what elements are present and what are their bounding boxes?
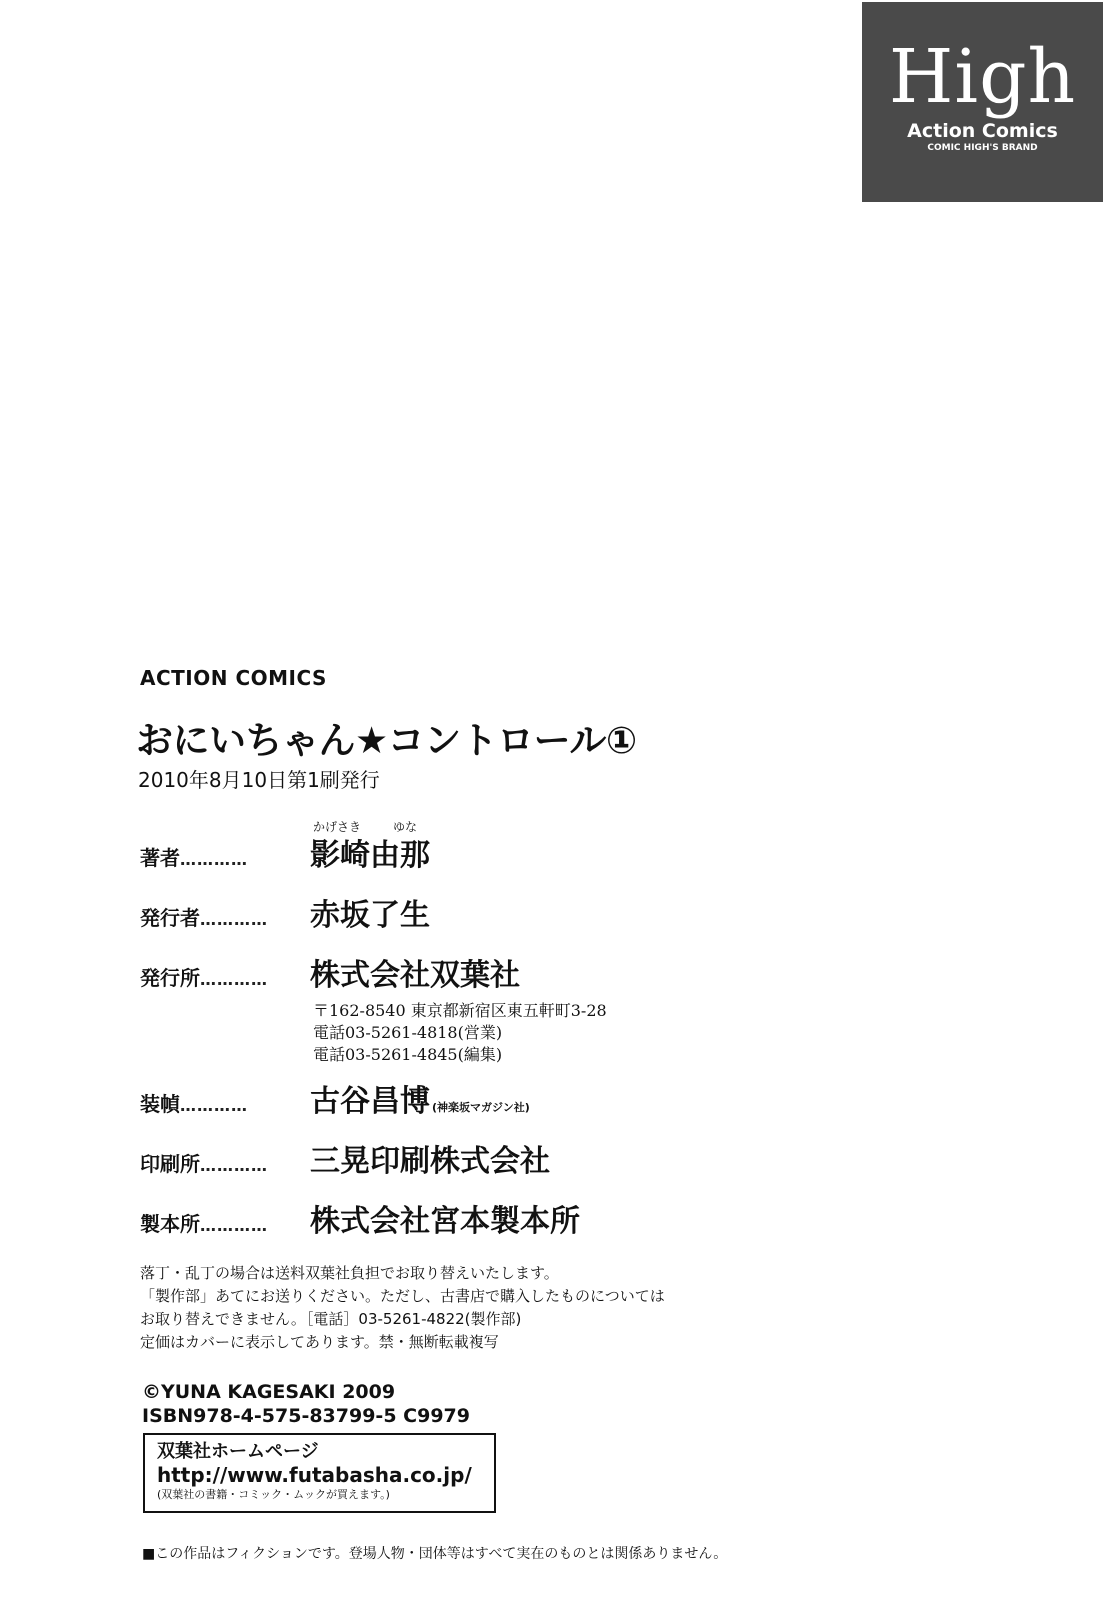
- address-line: 〒162-8540 東京都新宿区東五軒町3-28: [313, 1001, 607, 1020]
- credit-note: (神楽坂マガジン社): [432, 1101, 530, 1114]
- homepage-title: 双葉社ホームページ: [157, 1441, 319, 1462]
- credit-value: 赤坂了生: [310, 898, 430, 933]
- note-line: 落丁・乱丁の場合は送料双葉社負担でお取り替えいたします。: [140, 1264, 559, 1282]
- leader-dots: …………: [200, 1156, 268, 1175]
- leader-dots: …………: [200, 970, 268, 989]
- note-line: 「製作部」あてにお送りください。ただし、古書店で購入したものについては: [140, 1287, 665, 1305]
- credit-label: 発行所: [140, 966, 200, 990]
- credit-binder: [140, 1196, 580, 1240]
- credit-publisher-label-wrap: [140, 962, 310, 991]
- note-line: 定価はカバーに表示してあります。禁・無断転載複写: [140, 1333, 499, 1351]
- note-line: お取り替えできません。［電話］03-5261-4822(製作部): [140, 1310, 522, 1328]
- logo-tagline: COMIC HIGH'S BRAND: [927, 143, 1038, 153]
- credit-value: 三晃印刷株式会社: [310, 1144, 550, 1179]
- credit-value: 古谷昌博: [310, 1084, 430, 1119]
- credit-author: [140, 830, 430, 874]
- ruby-surname: かげさき: [313, 820, 362, 834]
- credit-binder-label-wrap: [140, 1208, 310, 1237]
- phone-sales: 電話03-5261-4818(営業): [313, 1023, 503, 1042]
- phone-editorial: 電話03-5261-4845(編集): [313, 1045, 503, 1064]
- homepage-box: [143, 1433, 496, 1513]
- book-title: おにいちゃん★コントロール①: [136, 719, 637, 762]
- series-label: ACTION COMICS: [140, 666, 327, 690]
- credit-publisher-person-label-wrap: [140, 902, 310, 931]
- logo-subtitle: Action Comics: [907, 120, 1058, 142]
- leader-dots: …………: [180, 1096, 248, 1115]
- leader-dots: …………: [200, 910, 268, 929]
- credit-label: 製本所: [140, 1212, 200, 1236]
- leader-dots: …………: [200, 1216, 268, 1235]
- homepage-url: http://www.futabasha.co.jp/: [157, 1463, 472, 1487]
- isbn-line: ISBN978-4-575-83799-5 C9979: [142, 1405, 470, 1427]
- homepage-note: (双葉社の書籍・コミック・ムックが買えます。): [157, 1488, 390, 1501]
- publisher-address: [313, 1000, 607, 1066]
- credit-author-label-wrap: [140, 842, 310, 871]
- logo-title: High: [888, 34, 1077, 120]
- credit-label: 印刷所: [140, 1152, 200, 1176]
- return-policy-notes: [140, 1262, 665, 1354]
- publication-date: 2010年8月10日第1刷発行: [138, 768, 380, 792]
- high-action-comics-logo: [862, 2, 1103, 202]
- copyright-block: [142, 1380, 470, 1428]
- credit-label: 装幀: [140, 1092, 180, 1116]
- credit-value: 株式会社宮本製本所: [310, 1204, 580, 1239]
- credit-publisher-person: [140, 890, 430, 934]
- credit-value: 株式会社双葉社: [310, 958, 520, 993]
- credit-design-label-wrap: [140, 1088, 310, 1117]
- copyright-line: ©YUNA KAGESAKI 2009: [142, 1381, 396, 1403]
- credit-label: 発行者: [140, 906, 200, 930]
- credit-value: 影崎由那: [310, 838, 430, 873]
- ruby-given: ゆな: [393, 820, 418, 834]
- fiction-disclaimer: ■この作品はフィクションです。登場人物・団体等はすべて実在のものとは関係ありません。: [142, 1546, 728, 1562]
- leader-dots: …………: [180, 850, 248, 869]
- credit-design: [140, 1076, 530, 1120]
- credit-printer: [140, 1136, 550, 1180]
- credit-publisher: [140, 950, 520, 994]
- credit-printer-label-wrap: [140, 1148, 310, 1177]
- credit-label: 著者: [140, 846, 180, 870]
